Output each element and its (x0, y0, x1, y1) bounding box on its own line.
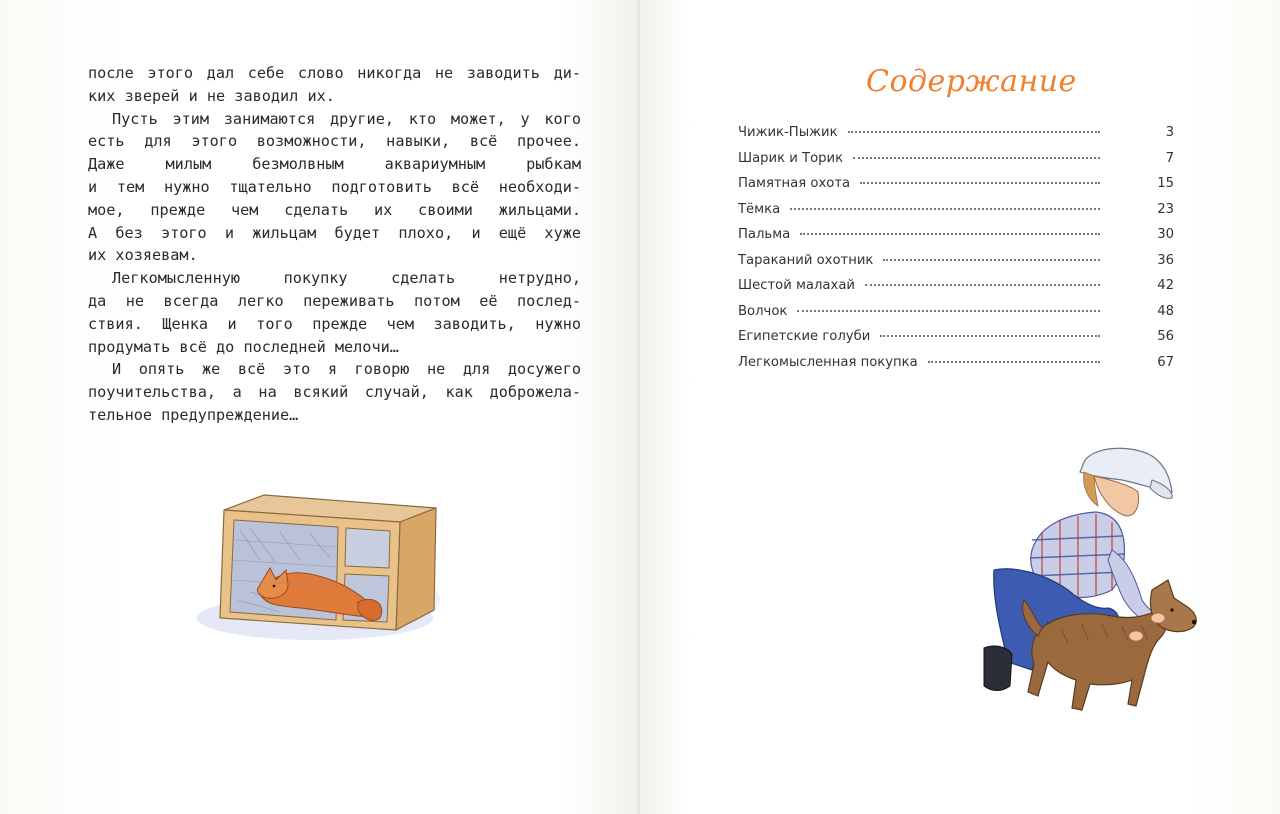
toc-leader-dots (928, 360, 1100, 363)
text-line: продумать всё до последней мелочи… (88, 337, 399, 356)
toc-leader-dots (883, 258, 1100, 261)
text-line: И опять же всё это я говорю не для досужего (112, 360, 581, 379)
toc-entry[interactable] (738, 304, 1174, 330)
toc-entry-page: 3 (1165, 125, 1174, 140)
toc-entry-title: Шарик и Торик (738, 150, 844, 166)
text-line: и тем нужно тщательно подготовить всё необходи- (88, 177, 581, 196)
toc-entry[interactable] (738, 176, 1174, 202)
toc-entry[interactable] (738, 355, 1174, 381)
body-text (88, 62, 581, 427)
toc-entry-title: Памятная охота (738, 176, 851, 191)
text-line: есть для этого возможности, навыки, всё прочее. (88, 132, 581, 151)
toc-leader-dots (797, 309, 1100, 312)
toc-entry-title: Пальма (738, 227, 791, 242)
toc-entry-page: 67 (1157, 354, 1174, 370)
text-line: их хозяевам. (88, 246, 198, 265)
toc-entry-title: Чижик-Пыжик (738, 125, 838, 140)
toc-entry[interactable] (738, 125, 1174, 151)
text-line: мое, прежде чем сделать их своими жильцами. (88, 200, 581, 219)
toc-entry-title: Шестой малахай (738, 278, 855, 293)
toc-entry-title: Египетские голуби (738, 329, 871, 344)
toc-entry[interactable] (738, 278, 1174, 304)
text-line: поучительства, а на всякий случай, как доброжела- (88, 383, 581, 402)
toc-entry-page: 36 (1157, 252, 1174, 268)
text-line: ствия. Щенка и того прежде чем заводить, нужно (88, 314, 581, 333)
text-line: ких зверей и не заводил их. (88, 86, 335, 105)
toc-leader-dots (880, 334, 1100, 337)
toc-entry[interactable] (738, 151, 1174, 177)
toc-entry-page: 15 (1157, 176, 1174, 191)
toc-entry[interactable] (738, 329, 1174, 355)
toc-entry[interactable] (738, 253, 1174, 279)
toc-leader-dots (800, 232, 1100, 235)
text-line: после этого дал себе слово никогда не заводить ди- (88, 64, 581, 82)
toc-entry-page: 42 (1157, 278, 1174, 293)
toc-entry-page: 7 (1165, 150, 1174, 166)
toc-entry-page: 23 (1157, 201, 1174, 217)
toc-leader-dots (790, 207, 1100, 210)
text-line: Даже милым безмолвным аквариумным рыбкам (88, 155, 581, 174)
toc-entry-page: 56 (1157, 329, 1174, 344)
toc-entry[interactable] (738, 202, 1174, 228)
fox-box-illustration (190, 490, 460, 650)
toc-entry-title: Тараканий охотник (738, 252, 874, 268)
text-line: А без этого и жильцам будет плохо, и ещё хуже (88, 223, 581, 242)
toc-leader-dots (853, 156, 1100, 159)
boy-with-dog-illustration (972, 440, 1212, 730)
toc-entry-page: 48 (1157, 303, 1174, 319)
table-of-contents (738, 125, 1174, 380)
toc-leader-dots (848, 130, 1100, 133)
contents-title: Содержание (866, 64, 1077, 99)
text-line: Пусть этим занимаются другие, кто может, у кого (112, 109, 581, 128)
toc-entry[interactable] (738, 227, 1174, 253)
toc-leader-dots (860, 181, 1100, 184)
toc-entry-page: 30 (1157, 227, 1174, 242)
text-line: тельное предупреждение… (88, 405, 299, 424)
toc-entry-title: Волчок (738, 303, 788, 319)
text-line: Легкомысленную покупку сделать нетрудно, (112, 269, 581, 288)
toc-entry-title: Легкомысленная покупка (738, 354, 918, 370)
toc-entry-title: Тёмка (738, 201, 781, 217)
text-line: да не всегда легко переживать потом её послед- (88, 291, 581, 310)
toc-leader-dots (865, 283, 1100, 286)
